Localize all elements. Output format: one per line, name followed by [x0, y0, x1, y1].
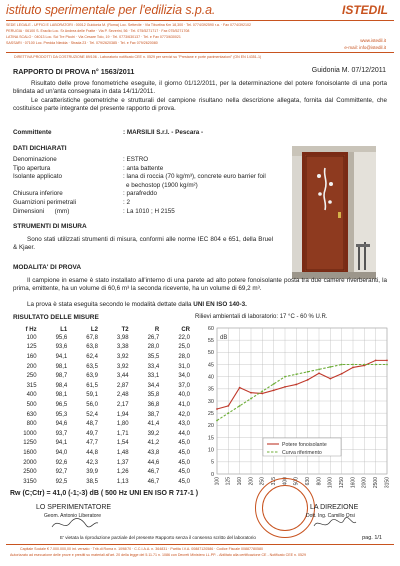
table-cell: 98,1	[55, 363, 68, 370]
table-cell: 1000	[23, 430, 37, 437]
modality-heading: MODALITA' DI PROVA	[13, 264, 82, 271]
data-point	[239, 387, 241, 389]
table-cell: 94,0	[55, 449, 68, 456]
email-link[interactable]: e-mail: info@istedil.it	[344, 45, 386, 50]
data-point	[261, 393, 263, 395]
istedil-logo: ISTEDIL	[341, 3, 388, 17]
x-tick-label: 160	[236, 477, 243, 486]
col-header: CR	[181, 327, 190, 333]
table-cell: 1250	[23, 440, 37, 447]
table-cell: 42,3	[86, 459, 98, 466]
declared-label: Denominazione	[13, 156, 57, 163]
results-heading: RISULTATO DELLE MISURE	[13, 314, 99, 321]
table-row	[10, 439, 190, 449]
declared-value: : La 1010 ; H 2155	[123, 207, 175, 215]
table-cell: 3,98	[116, 334, 129, 341]
declared-value: : ESTRO	[123, 156, 149, 163]
table-cell: 22,0	[178, 334, 190, 341]
table-row	[10, 362, 190, 372]
data-point	[341, 364, 343, 366]
intro-paragraph: Risultato delle prove fonometriche eseguite, il giorno 01/12/2011, per la determinazione del potere fonoisolante di una porta blindata ad un'anta consegnata in data 14/11/2011.	[13, 80, 387, 95]
data-point	[318, 372, 320, 374]
page-number: pag. 1/1	[362, 535, 382, 541]
table-cell: 31,0	[178, 363, 190, 370]
data-point	[307, 371, 309, 373]
declared-heading: DATI DICHIARATI	[13, 145, 67, 152]
table-row	[10, 429, 190, 439]
declared-label: Dimensioni (mm)	[13, 207, 70, 215]
table-row	[10, 343, 190, 353]
intro-block	[13, 80, 387, 112]
declared-label: Tipo apertura	[13, 164, 51, 172]
y-tick-label: 50	[207, 350, 214, 357]
table-cell: 630	[26, 411, 37, 418]
table-row	[10, 448, 190, 458]
table-cell: 3,38	[116, 344, 129, 351]
data-point	[273, 383, 275, 385]
table-row	[10, 352, 190, 362]
direction-signature	[312, 516, 358, 534]
y-tick-label: 60	[207, 325, 214, 332]
table-cell: 98,4	[55, 382, 68, 389]
x-tick-label: 1600	[350, 477, 357, 488]
data-point	[307, 379, 309, 381]
data-point	[341, 373, 343, 375]
modality-text: Il campione in esame è stato installato all'interno di una parete ad alto potere fonoisolante posta tra due camere riverberanti, la prima, emittente, ha un volume di 60,6 m³ la seconda ricevente, ha un volume di 69,2 m³.	[13, 277, 387, 292]
table-cell: 2,17	[116, 401, 129, 408]
table-cell: 400	[26, 392, 37, 399]
table-cell: 36,8	[147, 401, 160, 408]
table-cell: 3150	[23, 478, 37, 485]
table-cell: 92,6	[55, 459, 68, 466]
table-row	[10, 391, 190, 401]
modality-text-2: La prova è stata eseguita secondo le modalità dettate dalla	[27, 301, 194, 308]
legend-label: Potere fonoisolante	[282, 441, 327, 448]
table-cell: 38,5	[86, 478, 98, 485]
table-cell: 33,4	[147, 363, 160, 370]
instruments-text: Sono stati utilizzati strumenti di misura, conformi alle norme IEC 804 e 651, della Bruel & Kjaer.	[13, 236, 273, 251]
x-tick-label: 1250	[338, 477, 345, 488]
table-cell: 1,71	[116, 430, 129, 437]
data-point	[295, 384, 297, 386]
rw-value: 41,0 (-1;-3) dB ( 500 Hz UNI EN ISO R 717-1 )	[52, 490, 199, 497]
data-point	[273, 389, 275, 391]
data-point	[352, 367, 354, 369]
table-cell: 315	[26, 382, 37, 389]
table-row	[10, 400, 190, 410]
door-photo-drawing	[292, 146, 376, 279]
table-row	[10, 458, 190, 468]
door-photo	[292, 146, 376, 279]
y-tick-label: 25	[207, 410, 214, 417]
x-tick-label: 100	[214, 477, 221, 486]
table-cell: 2,48	[116, 392, 129, 399]
y-tick-label: 20	[207, 423, 214, 430]
declared-label: Guarnizioni perimetrali	[13, 198, 76, 206]
table-cell: 63,5	[86, 363, 98, 370]
table-cell: 33,1	[147, 373, 160, 380]
col-header: R	[154, 327, 160, 333]
declared-value: : 2	[123, 198, 131, 206]
lab-conditions: Rilievi ambientali di laboratorio: 17 °C - 60 % U.R.	[195, 314, 328, 320]
declared-row	[13, 156, 288, 165]
company-capital: Capitale Sociale € 7.000.000,00 int. versato · Trib.di Roma n. 1098/70 · C.C.I.A.A. n. 364831 · Partita I.V.A. 00887120586 · Codice Fiscale 00887780580	[20, 547, 263, 551]
data-point	[329, 378, 331, 380]
x-tick-label: 400	[282, 477, 289, 486]
header-rule	[6, 20, 394, 21]
instruments-heading: STRUMENTI DI MISURA	[13, 223, 87, 230]
report-date: Guidonia M. 07/12/2011	[311, 67, 386, 74]
data-point	[375, 364, 377, 366]
data-point	[261, 390, 263, 392]
table-cell: 94,1	[55, 440, 68, 447]
address-line-2: PERUGIA · 06100 S. Eraclio Loc. Sr Andrea delle Fratte · Via P. Severini, 56 · Tel. 075/5271717 · Fax 075/5271708	[6, 29, 190, 33]
table-cell: 92,5	[55, 478, 68, 485]
data-point	[329, 366, 331, 368]
results-table	[10, 327, 190, 487]
declared-row	[13, 165, 288, 174]
table-cell: 45,0	[178, 440, 190, 447]
table-cell: 160	[26, 353, 37, 360]
address-line-4: SASSARI · 07100 Loc. Predda Niedda · Strada 23 · Tel. 079/2620385 · Tel. e Fax 079/2620080	[6, 41, 158, 45]
table-cell: 63,8	[86, 344, 98, 351]
table-cell: 93,6	[55, 344, 68, 351]
table-cell: 52,4	[86, 411, 98, 418]
declared-label	[13, 182, 126, 191]
institute-name: istituto sperimentale per l'edilizia s.p.a.	[6, 3, 216, 17]
declared-value: : lana di roccia (70 kg/m³), concrete euro barrier foil	[123, 173, 266, 181]
table-cell: 28,0	[147, 344, 160, 351]
x-tick-label: 125	[225, 477, 232, 486]
table-cell: 250	[26, 373, 37, 380]
table-cell: 38,7	[147, 411, 160, 418]
y-tick-label: 55	[207, 337, 214, 344]
table-cell: 43,8	[147, 449, 160, 456]
rw-line	[10, 490, 198, 497]
table-cell: 40,0	[178, 392, 190, 399]
table-cell: 1,54	[116, 440, 129, 447]
table-cell: 43,0	[178, 421, 190, 428]
table-cell: 1,94	[116, 411, 129, 418]
data-point	[227, 412, 229, 414]
table-cell: 28,0	[178, 353, 190, 360]
table-cell: 800	[26, 421, 37, 428]
col-header: L2	[90, 327, 98, 333]
y-tick-label: 0	[210, 471, 214, 478]
table-cell: 44,6	[147, 459, 160, 466]
data-point	[250, 392, 252, 394]
table-cell: 1,37	[116, 459, 129, 466]
declared-row	[13, 190, 288, 199]
table-cell: 39,9	[86, 469, 98, 476]
table-cell: 2,87	[116, 382, 129, 389]
authorization-note: Autorizzato ad esecuzione delle prove e prestiti su materiali all'art. 20 della legge del 5.11.71 n. 1086 con Decreti Ministero LL.PP. - Abilitato alla certificazione CE - Notificato CEE n. 0529	[10, 553, 307, 557]
header-rule-2	[6, 52, 394, 53]
direction-name: Dott. Ing. Camillo Orsi	[306, 513, 355, 519]
declared-row	[13, 208, 288, 217]
table-cell: 44,0	[178, 430, 190, 437]
data-point	[284, 376, 286, 378]
x-tick-label: 1000	[327, 477, 334, 488]
table-cell: 39,2	[147, 430, 160, 437]
x-tick-label: 2000	[361, 477, 368, 488]
table-cell: 67,8	[86, 334, 98, 341]
x-tick-label: 315	[270, 477, 277, 486]
data-point	[227, 405, 229, 407]
table-cell: 34,4	[147, 382, 160, 389]
results-body	[10, 333, 190, 487]
client-value: : MARSILII S.r.l. - Pescara -	[123, 129, 204, 136]
reproduction-note: E' vietata la riproduzione parziale del presente Rapporto senza il consenso scritto del laboratorio	[60, 535, 256, 540]
table-cell: 1600	[23, 449, 37, 456]
data-point	[216, 408, 218, 410]
x-tick-label: 630	[304, 477, 311, 486]
declared-value: e bechostop (1900 kg/m²)	[126, 181, 198, 189]
table-cell: 94,6	[55, 421, 68, 428]
client-label: Committente	[13, 129, 52, 136]
data-point	[239, 405, 241, 407]
table-cell: 2500	[23, 469, 37, 476]
table-cell: 94,1	[55, 353, 68, 360]
table-cell: 3,44	[116, 373, 129, 380]
direction-title: LA DIREZIONE	[310, 504, 359, 511]
table-row	[10, 371, 190, 381]
experimenter-title: LO SPERIMENTATORE	[36, 504, 112, 511]
table-cell: 93,7	[55, 430, 68, 437]
table-cell: 98,7	[55, 373, 68, 380]
table-cell: 34,0	[178, 373, 190, 380]
table-cell: 44,8	[86, 449, 98, 456]
table-row	[10, 477, 190, 487]
table-row	[10, 381, 190, 391]
intro-paragraph-2: Le caratteristiche geometriche e strutturali del campione risultano nella descrizione allegata, fornita dal Committente, che costituisce parte integrante del presente rapporto di prova.	[13, 97, 387, 112]
official-stamp-inner	[262, 485, 308, 531]
address-line-1: SEDE LEGALE - UFFICI E LABORATORI : 00012 Guidonia M. (Roma) Loc. Settevile · Via Tiburtina Km 18,300 · Tel. 0774/392590 r.a. · Fax 0774/392102	[6, 23, 252, 27]
accreditation-note: DIRETTIVA PRODOTTI DA COSTRUZIONE 89/106 - Laboratorio notificato CEE n. 0529 per servizi su "Prestane e porte pavimentazioni" (ON EN 14351-1)	[14, 55, 262, 59]
table-cell: 41,0	[178, 401, 190, 408]
sound-insulation-chart	[193, 322, 393, 488]
experimenter-name: Geom. Antonio Liberatore	[44, 513, 101, 519]
declared-row	[13, 199, 288, 208]
table-cell: 63,9	[86, 373, 98, 380]
legend-label: Curva riferimento	[282, 449, 322, 456]
data-point	[318, 368, 320, 370]
table-cell: 100	[26, 334, 37, 341]
table-cell: 47,7	[86, 440, 98, 447]
y-tick-label: 15	[207, 435, 214, 442]
x-tick-label: 500	[293, 477, 300, 486]
table-cell: 26,7	[147, 334, 160, 341]
experimenter-signature	[50, 515, 100, 533]
table-cell: 61,5	[86, 382, 98, 389]
x-tick-label: 250	[259, 477, 266, 486]
data-point	[375, 359, 377, 361]
y-axis-label: dB	[220, 335, 228, 341]
table-row	[10, 410, 190, 420]
address-line-3: LATINA SCALO · 04013 Loc. Sci Tre Picchi · Via Cesare Tolo, 19 · Tel. 0773/630137 · Tel. e Fax 0773/630021	[6, 35, 181, 39]
table-cell: 46,7	[147, 478, 160, 485]
table-cell: 42,0	[178, 411, 190, 418]
table-cell: 59,1	[86, 392, 98, 399]
y-tick-label: 35	[207, 386, 214, 393]
table-cell: 92,7	[55, 469, 68, 476]
table-cell: 98,1	[55, 392, 68, 399]
declared-value: : parafreddo	[123, 190, 157, 198]
x-tick-label: 3150	[384, 477, 391, 488]
x-tick-label: 2500	[372, 477, 379, 488]
data-point	[352, 364, 354, 366]
table-cell: 1,26	[116, 469, 129, 476]
table-row	[10, 333, 190, 343]
table-cell: 1,80	[116, 421, 129, 428]
col-header: L1	[60, 327, 68, 333]
table-cell: 3,92	[116, 363, 129, 370]
table-cell: 95,6	[55, 334, 68, 341]
data-point	[250, 398, 252, 400]
y-tick-label: 40	[207, 374, 214, 381]
table-cell: 37,0	[178, 382, 190, 389]
table-cell: 25,0	[178, 344, 190, 351]
declared-label: Chiusura inferiore	[13, 190, 63, 198]
website-link[interactable]: www.istedil.it	[360, 38, 386, 43]
table-row	[10, 467, 190, 477]
declared-row	[13, 173, 288, 182]
modality-norm-line	[13, 301, 387, 308]
footer-rule	[6, 544, 394, 545]
declared-row	[13, 182, 288, 191]
col-header: T2	[121, 327, 129, 333]
table-cell: 1,13	[116, 478, 129, 485]
col-header: f Hz	[25, 327, 37, 333]
declared-value: : anta battente	[123, 164, 164, 172]
table-cell: 125	[26, 344, 37, 351]
table-cell: 41,2	[147, 440, 160, 447]
x-tick-label: 800	[316, 477, 323, 486]
y-tick-label: 45	[207, 362, 214, 369]
table-cell: 56,0	[86, 401, 98, 408]
table-cell: 35,5	[147, 353, 160, 360]
table-cell: 62,4	[86, 353, 98, 360]
table-cell: 45,0	[178, 459, 190, 466]
table-row	[10, 419, 190, 429]
table-cell: 95,3	[55, 411, 68, 418]
table-cell: 96,5	[55, 401, 68, 408]
data-point	[295, 373, 297, 375]
report-title: RAPPORTO DI PROVA n° 1563/2011	[13, 67, 135, 76]
declared-data-list	[13, 156, 288, 216]
table-cell: 45,0	[178, 469, 190, 476]
table-cell: 500	[26, 401, 37, 408]
data-point	[386, 359, 388, 361]
table-cell: 49,7	[86, 430, 98, 437]
y-tick-label: 5	[210, 459, 214, 466]
table-cell: 2000	[23, 459, 37, 466]
data-point	[386, 364, 388, 366]
table-cell: 45,0	[178, 449, 190, 456]
y-tick-label: 30	[207, 398, 214, 405]
table-cell: 46,7	[147, 469, 160, 476]
rw-label: Rw (C;Ctr) =	[10, 490, 51, 497]
table-cell: 1,48	[116, 449, 129, 456]
data-point	[363, 364, 365, 366]
table-cell: 41,4	[147, 421, 160, 428]
table-cell: 200	[26, 363, 37, 370]
data-point	[216, 420, 218, 422]
table-cell: 3,92	[116, 353, 129, 360]
table-cell: 48,7	[86, 421, 98, 428]
modality-norm: UNI EN ISO 140-3.	[193, 301, 247, 308]
x-tick-label: 200	[248, 477, 255, 486]
table-cell: 35,8	[147, 392, 160, 399]
table-cell: 45,0	[178, 478, 190, 485]
data-point	[284, 386, 286, 388]
y-tick-label: 10	[207, 447, 214, 454]
declared-label: Isolante applicato	[13, 173, 63, 181]
